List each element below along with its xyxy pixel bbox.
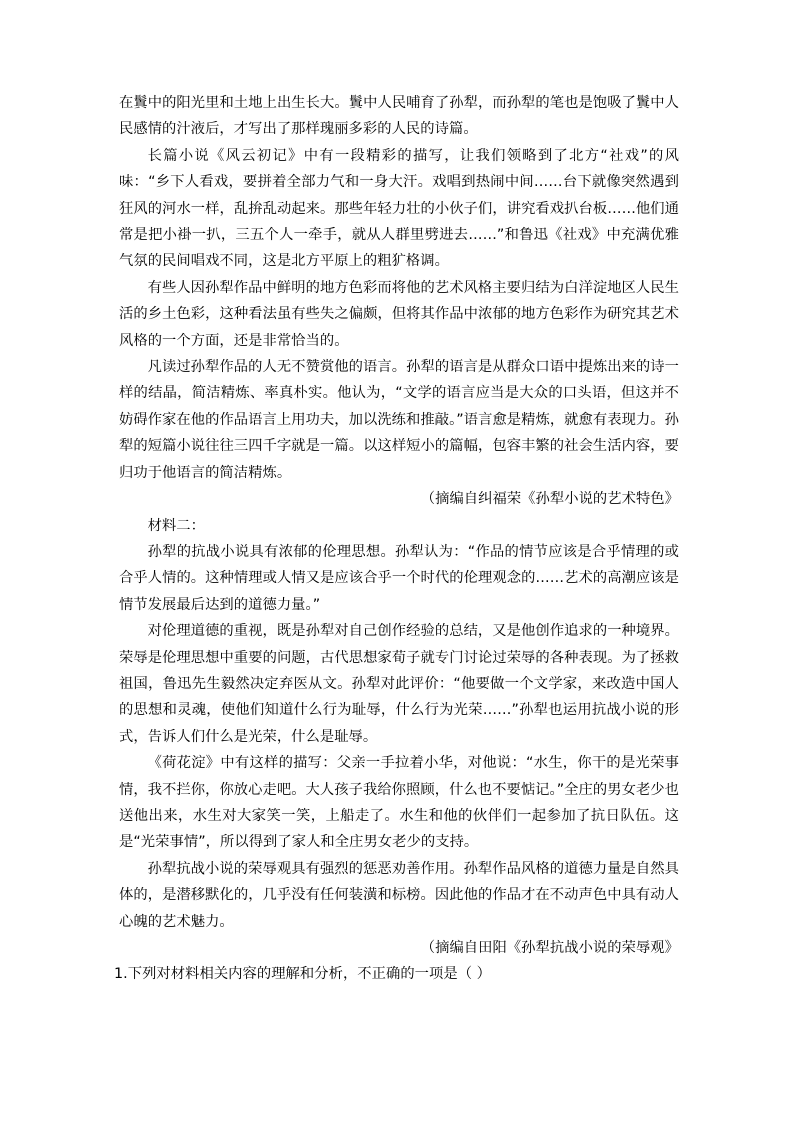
material-two-heading: 材料二： — [147, 517, 205, 534]
source-citation-2: （摘编自田阳《孙犁抗战小说的荣辱观》 — [420, 940, 679, 956]
paragraph-hehuadian: 《荷花淀》中有这样的描写：父亲一手拉着小华，对他说：“水生，你干的是光荣事情，我不拦你，你放心走吧。大人孩子我给你照顾，什么也不要惦记。”全庄的男女老少也送他出来，水生对大家笑一笑，上船走了。水生和他的伙伴们一起参加了抗日队伍。这是“光荣事情”，所以得到了家人和全庄男女老少的支持。 — [119, 755, 679, 851]
paragraph-honor-disgrace: 对伦理道德的重视，既是孙犁对自己创作经验的总结，又是他创作追求的一种境界。荣辱是伦理思想中重要的问题，古代思想家荀子就专门讨论过荣辱的各种表现。为了拯救祖国，鲁迅先生毅然决定弃医从文。孙犁对此评价：“他要做一个文学家，来改造中国人的思想和灵魂，使他们知道什么行为耻辱，什么行为光荣……”孙犁也运用抗战小说的形式，告诉人们什么是光荣，什么是耻辱。 — [119, 623, 679, 745]
paragraph-language: 凡读过孙犁作品的人无不赞赏他的语言。孙犁的语言是从群众口语中提炼出来的诗一样的结晶，简洁精炼、率真朴实。他认为，“文学的语言应当是大众的口头语，但这并不妨碍作家在他的作品语言上用功夫，加以洗练和推敲。”语言愈是精炼，就愈有表现力。孙犁的短篇小说往往三四千字就是一篇。以这样短小的篇幅，包容丰繁的社会生活内容，要归功于他语言的简洁精炼。 — [119, 359, 679, 481]
question-1: 1.下列对材料相关内容的理解和分析，不正确的一项是（ ） — [114, 966, 492, 983]
source-citation-1: （摘编自纠福荣《孙犁小说的艺术特色》 — [420, 491, 679, 508]
paragraph-moral-power: 孙犁抗战小说的荣辱观具有强烈的惩恶劝善作用。孙犁作品风格的道德力量是自然具体的，是潜移默化的，几乎没有任何装潢和标榜。因此他的作品才在不动声色中具有动人心魄的艺术魅力。 — [119, 860, 679, 930]
paragraph-local-color: 有些人因孙犁作品中鲜明的地方色彩而将他的艺术风格主要归结为白洋淀地区人民生活的乡土色彩，这种看法虽有些失之偏颇，但将其作品中浓郁的地方色彩作为研究其艺术风格的一个方面，还是非常恰当的。 — [119, 279, 679, 349]
paragraph-continuation: 在鬒中的阳光里和土地上出生长大。鬒中人民哺育了孙犁，而孙犁的笔也是饱吸了鬒中人民感情的汁液后，才写出了那样瑰丽多彩的人民的诗篇。 — [119, 95, 679, 138]
paragraph-fengyun-chuji: 长篇小说《风云初记》中有一段精彩的描写，让我们领略到了北方“社戏”的风味：“乡下人看戏，要拼着全部力气和一身大汗。戏唱到热闹中间……台下就像突然遇到狂风的河水一样，乱拚乱动起来。那些年轻力壮的小伙子们，讲究看戏扒台板……他们通常是把小褂一扒，三五个人一牵手，就从人群里劈进去……”和鲁迅《社戏》中充满优雅气氛的民间唱戏不同，这是北方平原上的粗犷格调。 — [119, 147, 679, 270]
document-page — [114, 90, 679, 988]
paragraph-ethics: 孙犁的抗战小说具有浓郁的伦理思想。孙犁认为：“作品的情节应该是合乎情理的或合乎人情的。这种情理或人情又是应该合乎一个时代的伦理观念的……艺术的高潮应该是情节发展最后达到的道德力量。” — [119, 543, 679, 613]
